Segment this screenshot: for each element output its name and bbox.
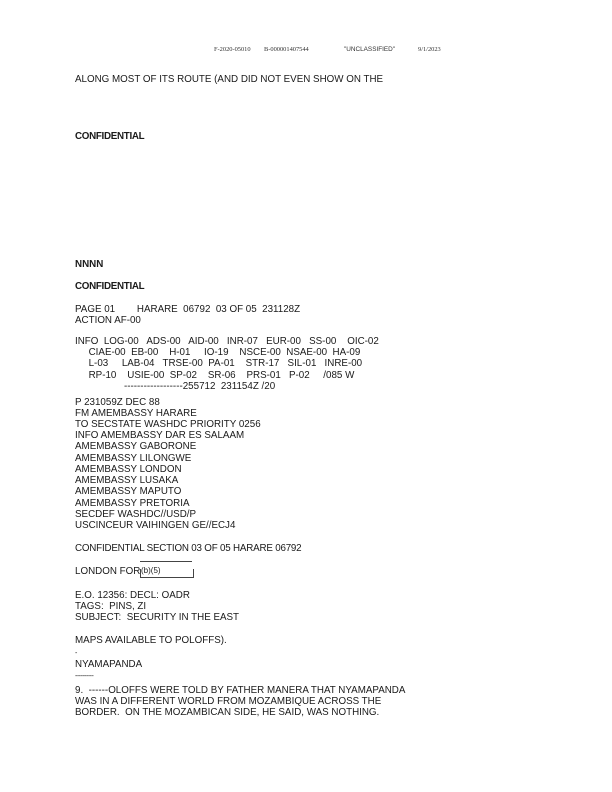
paragraph-line: BORDER. ON THE MOZAMBICAN SIDE, HE SAID, WAS NOTHING. bbox=[75, 707, 380, 718]
message-line: AMEMBASSY LONDON bbox=[75, 464, 182, 475]
message-line: AMEMBASSY PRETORIA bbox=[75, 498, 190, 509]
page-routing-line: PAGE 01 HARARE 06792 03 OF 05 231128Z bbox=[75, 304, 301, 315]
section-line: CONFIDENTIAL SECTION 03 OF 05 HARARE 06792 bbox=[75, 543, 302, 554]
message-line: AMEMBASSY LILONGWE bbox=[75, 453, 192, 464]
redaction-line bbox=[140, 561, 192, 562]
message-line: SECDEF WASHDC//USD/P bbox=[75, 509, 197, 520]
classification-marking: "UNCLASSIFIED" bbox=[344, 46, 396, 53]
info-line: INFO LOG-00 ADS-00 AID-00 INR-07 EUR-00 SS-00 OIC-02 bbox=[75, 336, 379, 347]
action-line: ACTION AF-00 bbox=[75, 315, 141, 326]
nnnn-marker: NNNN bbox=[75, 259, 104, 270]
section-heading: NYAMAPANDA bbox=[75, 659, 143, 670]
paragraph-line: WAS IN A DIFFERENT WORLD FROM MOZAMBIQUE ACROSS THE bbox=[75, 696, 382, 707]
paragraph-line: 9. ------OLOFFS WERE TOLD BY FATHER MANERA THAT NYAMAPANDA bbox=[75, 685, 406, 696]
confidential-header-mark: CONFIDENTIAL bbox=[75, 281, 145, 292]
message-line: P 231059Z DEC 88 bbox=[75, 397, 160, 408]
continuation-line: ALONG MOST OF ITS ROUTE (AND DID NOT EVEN SHOW ON THE bbox=[75, 74, 384, 85]
message-line: TO SECSTATE WASHDC PRIORITY 0256 bbox=[75, 419, 261, 430]
dash-mark: - bbox=[75, 650, 78, 657]
confidential-footer-mark: CONFIDENTIAL bbox=[75, 131, 145, 142]
redaction-code: (b)(5) bbox=[141, 566, 161, 575]
eo-line: E.O. 12356: DECL: OADR bbox=[75, 590, 190, 601]
message-line: AMEMBASSY MAPUTO bbox=[75, 486, 182, 497]
release-date: 9/1/2023 bbox=[418, 46, 441, 53]
heading-underline: ---------- bbox=[75, 673, 94, 680]
info-line: RP-10 USIE-00 SP-02 SR-06 PRS-01 P-02 /085 W bbox=[75, 370, 355, 381]
tags-line: TAGS: PINS, ZI bbox=[75, 601, 147, 612]
subject-line: SUBJECT: SECURITY IN THE EAST bbox=[75, 612, 240, 623]
message-line: AMEMBASSY LUSAKA bbox=[75, 475, 179, 486]
document-number: B-000001407544 bbox=[264, 46, 309, 53]
message-line: USCINCEUR VAIHINGEN GE//ECJ4 bbox=[75, 520, 236, 531]
message-line: FM AMEMBASSY HARARE bbox=[75, 408, 197, 419]
info-line: CIAE-00 EB-00 H-01 IO-19 NSCE-00 NSAE-00 HA-09 bbox=[75, 347, 361, 358]
info-line: L-03 LAB-04 TRSE-00 PA-01 STR-17 SIL-01 INRE-00 bbox=[75, 358, 363, 369]
case-number: F-2020-05010 bbox=[214, 46, 251, 53]
message-line: AMEMBASSY GABORONE bbox=[75, 441, 197, 452]
message-line: INFO AMEMBASSY DAR ES SALAAM bbox=[75, 430, 245, 441]
maps-line: MAPS AVAILABLE TO POLOFFS). bbox=[75, 635, 227, 646]
london-for-line: LONDON FOR bbox=[75, 566, 141, 577]
info-line: ------------------255712 231154Z /20 bbox=[75, 381, 276, 392]
